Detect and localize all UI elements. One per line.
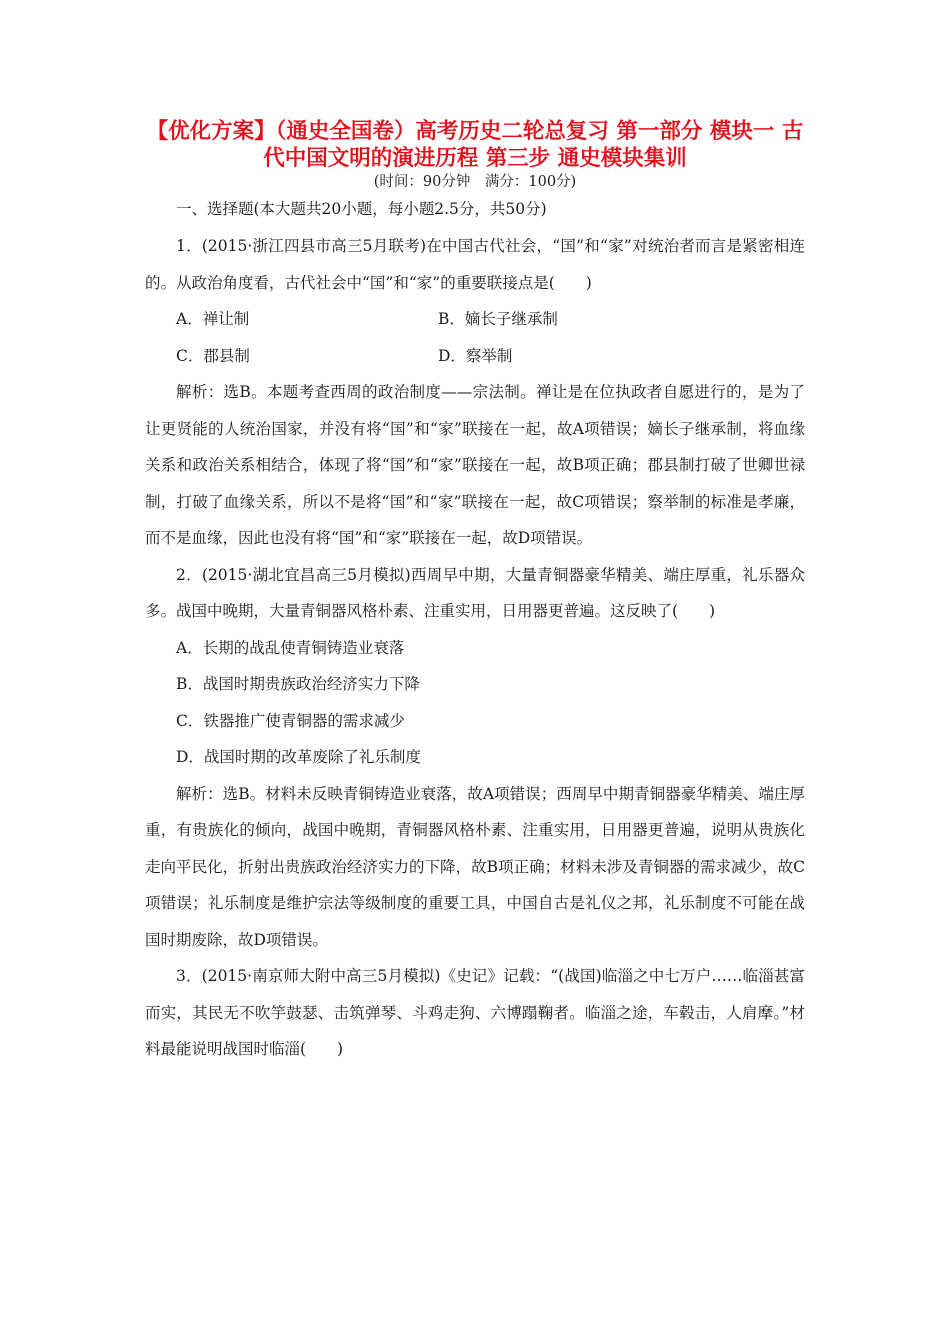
question-2-option-c: C．铁器推广使青铜器的需求减少 [176,711,405,730]
question-1-option-d: D．察举制 [438,346,513,365]
question-1-analysis: 解析：选B。本题考查西周的政治制度——宗法制。禅让是在位执政者自愿进行的，是为了让更贤能的人统治国家，并没有将“国”和“家”联接在一起，故A项错误；嫡长子继承制，将血缘关系和政治关系相结合，体现了将“国”和“家”联接在一起，故B项正确；郡县制打破了世卿世禄制，打破了血缘关系，所以不是将“国”和“家”联接在一起，故C项错误；察举制的标准是孝廉，而不是血缘，因此也没有将“国”和“家”联接在一起，故D项错误。 [145,383,805,547]
question-1-options-row-2 [145,338,805,375]
exam-time-info: (时间：90分钟 满分：100分) [373,174,577,190]
question-1-option-c: C．郡县制 [176,346,250,365]
question-1-option-a: A．禅让制 [176,310,250,328]
document-title: 【优化方案】（通史全国卷）高考历史二轮总复习 第一部分 模块一 古代中国文明的演进历程 第三步 通史模块集训 [146,119,804,171]
question-2-analysis: 解析：选B。材料未反映青铜铸造业衰落，故A项错误；西周早中期青铜器豪华精美、端庄厚重，有贵族化的倾向，战国中晚期，青铜器风格朴素、注重实用，日用器更普遍，说明从贵族化走向平民化，折射出贵族政治经济实力的下降，故B项正确；材料未涉及青铜器的需求减少，故C项错误；礼乐制度是维护宗法等级制度的重要工具，中国自古是礼仪之邦，礼乐制度不可能在战国时期废除，故D项错误。 [145,784,805,949]
question-1-stem: 1．(2015·浙江四县市高三5月联考)在中国古代社会，“国”和“家”对统治者而言是紧密相连的。从政治角度看，古代社会中“国”和“家”的重要联接点是( ) [145,237,805,292]
document-page [145,118,805,1068]
question-3-stem: 3．(2015·南京师大附中高三5月模拟)《史记》记载：“(战国)临淄之中七万户……临淄甚富而实，其民无不吹竽鼓瑟、击筑弹琴、斗鸡走狗、六博蹋鞠者。临淄之途，车毂击，人肩摩。”材料最能说明战国时临淄( ) [145,967,805,1058]
question-1-option-b: B．嫡长子继承制 [438,310,558,328]
question-2-option-b: B．战国时期贵族政治经济实力下降 [176,675,420,693]
section-heading: 一、选择题(本大题共20小题，每小题2.5分，共50分) [176,200,547,218]
question-2-option-d: D．战国时期的改革废除了礼乐制度 [176,748,421,766]
question-2-stem: 2．(2015·湖北宜昌高三5月模拟)西周早中期，大量青铜器豪华精美、端庄厚重，礼乐器众多。战国中晚期，大量青铜器风格朴素、注重实用，日用器更普遍。这反映了( ) [145,565,805,620]
question-1-options-row-1 [145,301,805,338]
question-2-option-a: A．长期的战乱使青铜铸造业衰落 [176,638,405,657]
